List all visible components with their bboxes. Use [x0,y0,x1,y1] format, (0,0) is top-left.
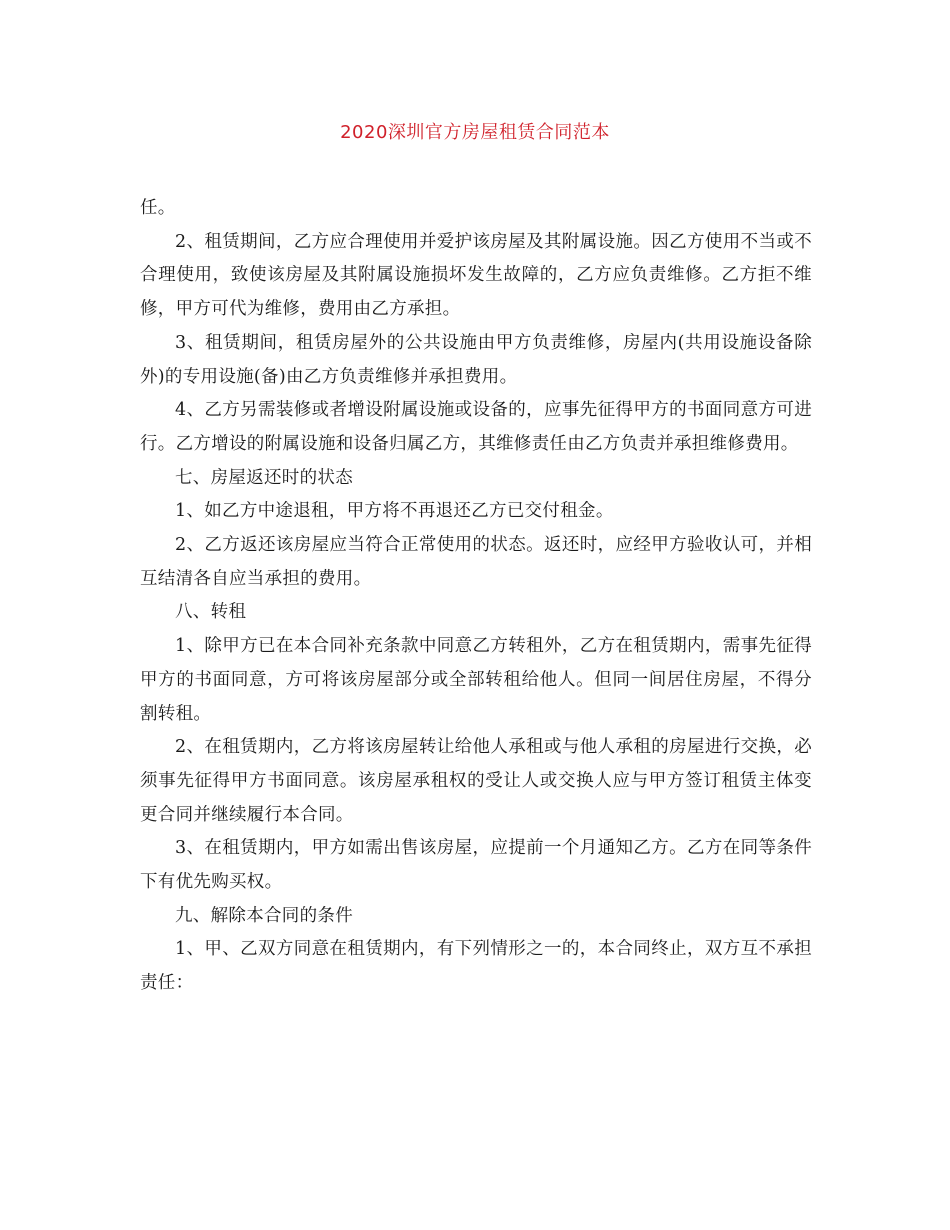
section-heading: 八、转租 [175,602,247,623]
section-heading: 七、房屋返还时的状态 [175,467,353,488]
paragraph: 2、租赁期间，乙方应合理使用并爱护该房屋及其附属设施。因乙方使用不当或不合理使用，致使该房屋及其附属设施损坏发生故障的，乙方应负责维修。乙方拒不维修，甲方可代为维修，费用由乙方承担。 [140,231,812,320]
paragraph: 1、甲、乙双方同意在租赁期内，有下列情形之一的，本合同终止，双方互不承担责任： [140,939,812,994]
paragraph: 2、在租赁期内，乙方将该房屋转让给他人承租或与他人承租的房屋进行交换，必须事先征得甲方书面同意。该房屋承租权的受让人或交换人应与甲方签订租赁主体变更合同并继续履行本合同。 [140,737,812,825]
paragraph: 1、如乙方中途退租，甲方将不再退还乙方已交付租金。 [175,501,614,522]
paragraph: 任。 [140,198,176,218]
paragraph: 1、除甲方已在本合同补充条款中同意乙方转租外，乙方在租赁期内，需事先征得甲方的书面同意，方可将该房屋部分或全部转租给他人。但同一间居住房屋，不得分割转租。 [140,636,812,724]
paragraph: 3、租赁期间，租赁房屋外的公共设施由甲方负责维修，房屋内(共用设施设备除外)的专用设施(备)由乙方负责维修并承担费用。 [140,332,812,387]
paragraph: 2、乙方返还该房屋应当符合正常使用的状态。返还时，应经甲方验收认可，并相互结清各自应当承担的费用。 [140,535,812,589]
document-title: 2020深圳官方房屋租赁合同范本 [340,122,610,143]
paragraph: 3、在租赁期内，甲方如需出售该房屋，应提前一个月通知乙方。乙方在同等条件下有优先购买权。 [140,838,812,893]
paragraph: 4、乙方另需装修或者增设附属设施或设备的，应事先征得甲方的书面同意方可进行。乙方增设的附属设施和设备归属乙方，其维修责任由乙方负责并承担维修费用。 [140,400,812,454]
document-body [140,192,812,1001]
section-heading: 九、解除本合同的条件 [175,905,353,926]
